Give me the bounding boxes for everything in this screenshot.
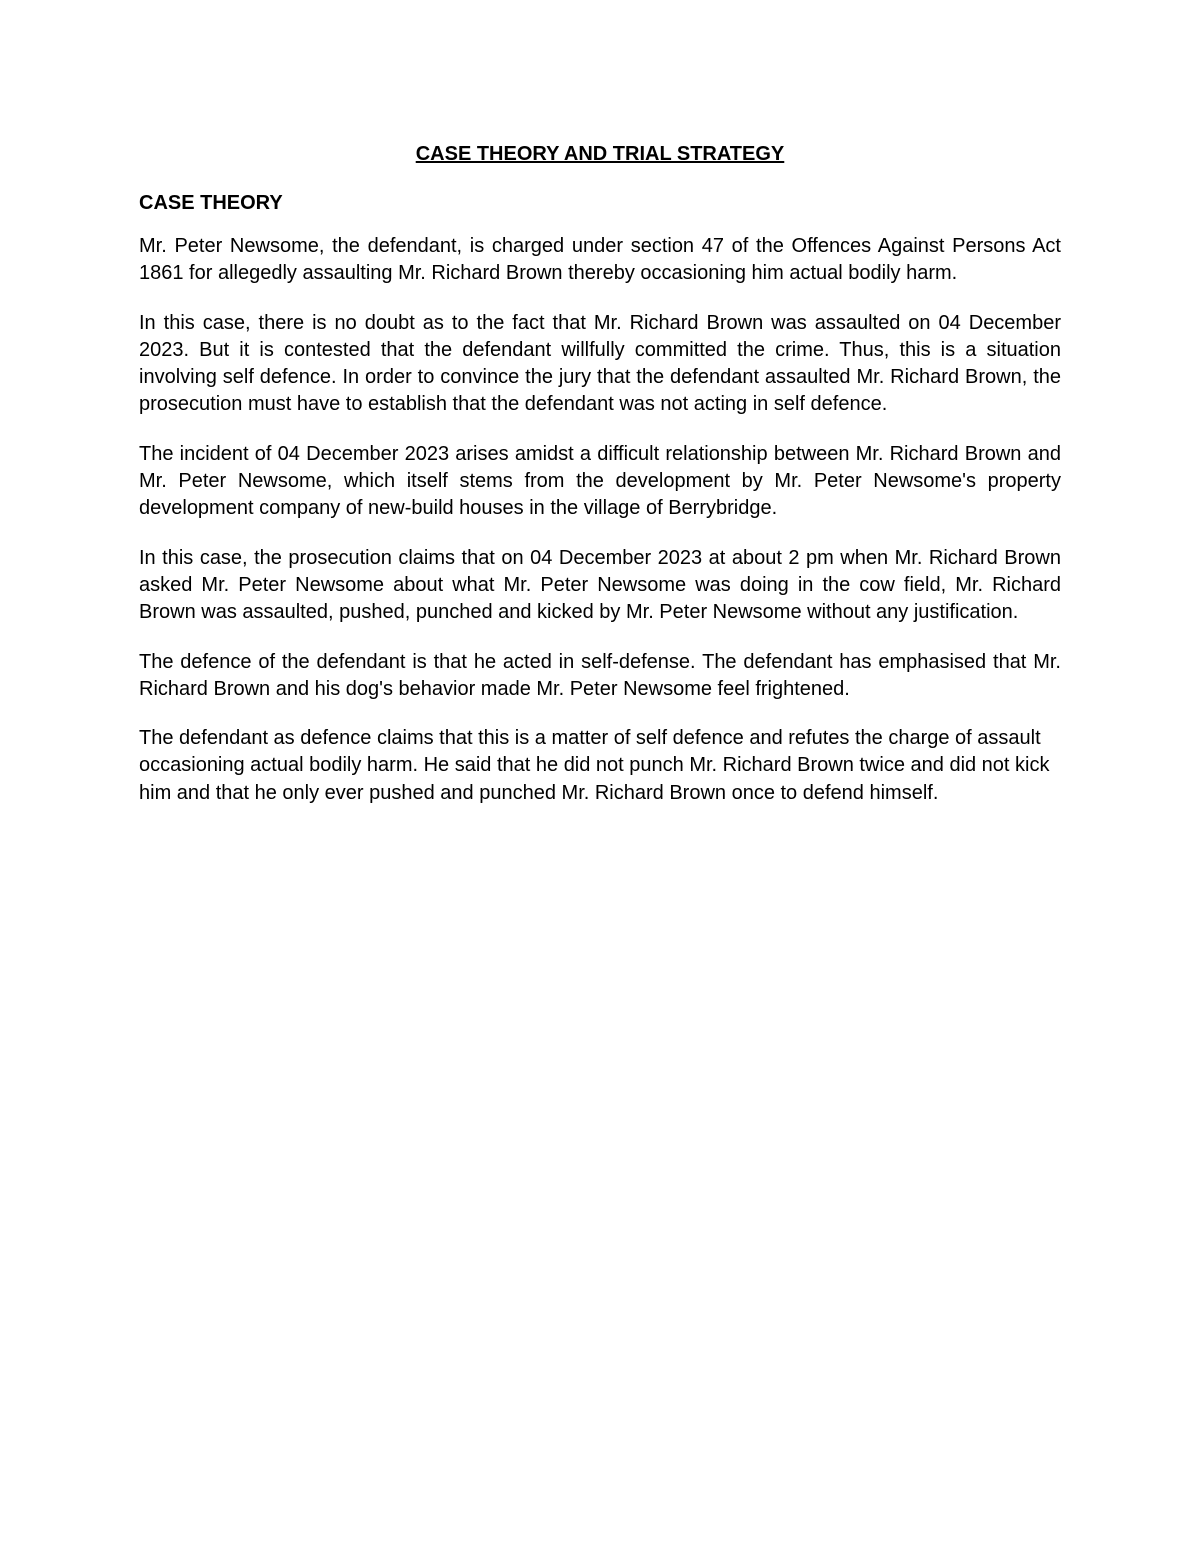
- paragraph-contested-facts: In this case, there is no doubt as to the fact that Mr. Richard Brown was assaulted on 04 December 2023. But it is contested that the defendant willfully committed the crime. Thus, this is a situation involving self defence. In order to convince the jury that the defendant assaulted Mr. Richard Brown, the prosecution must have to establish that the defendant was not acting in self defence.: [139, 311, 1061, 416]
- document-title: CASE THEORY AND TRIAL STRATEGY: [415, 143, 785, 165]
- paragraph-background: The incident of 04 December 2023 arises amidst a difficult relationship between Mr. Richard Brown and Mr. Peter Newsome, which itself stems from the development by Mr. Peter Newsome's property development company of new-build houses in the village of Berrybridge.: [139, 442, 1061, 520]
- paragraph-defence-position: The defence of the defendant is that he acted in self-defense. The defendant has emphasised that Mr. Richard Brown and his dog's behavior made Mr. Peter Newsome feel frightened.: [139, 650, 1061, 700]
- paragraph-charge: Mr. Peter Newsome, the defendant, is charged under section 47 of the Offences Against Persons Act 1861 for allegedly assaulting Mr. Richard Brown thereby occasioning him actual bodily harm.: [139, 235, 1061, 285]
- paragraph-prosecution-claim: In this case, the prosecution claims that on 04 December 2023 at about 2 pm when Mr. Richard Brown asked Mr. Peter Newsome about what Mr. Peter Newsome was doing in the cow field, Mr. Richard Brown was assaulted, pushed, punched and kicked by Mr. Peter Newsome without any justification.: [139, 546, 1061, 624]
- section-heading: CASE THEORY: [139, 192, 283, 214]
- paragraph-defence-claim: The defendant as defence claims that this is a matter of self defence and refutes the charge of assault occasioning actual bodily harm. He said that he did not punch Mr. Richard Brown twice and did not kick him and that he only ever pushed and punched Mr. Richard Brown once to defend himself.: [139, 727, 1050, 804]
- document-page: [139, 140, 1061, 829]
